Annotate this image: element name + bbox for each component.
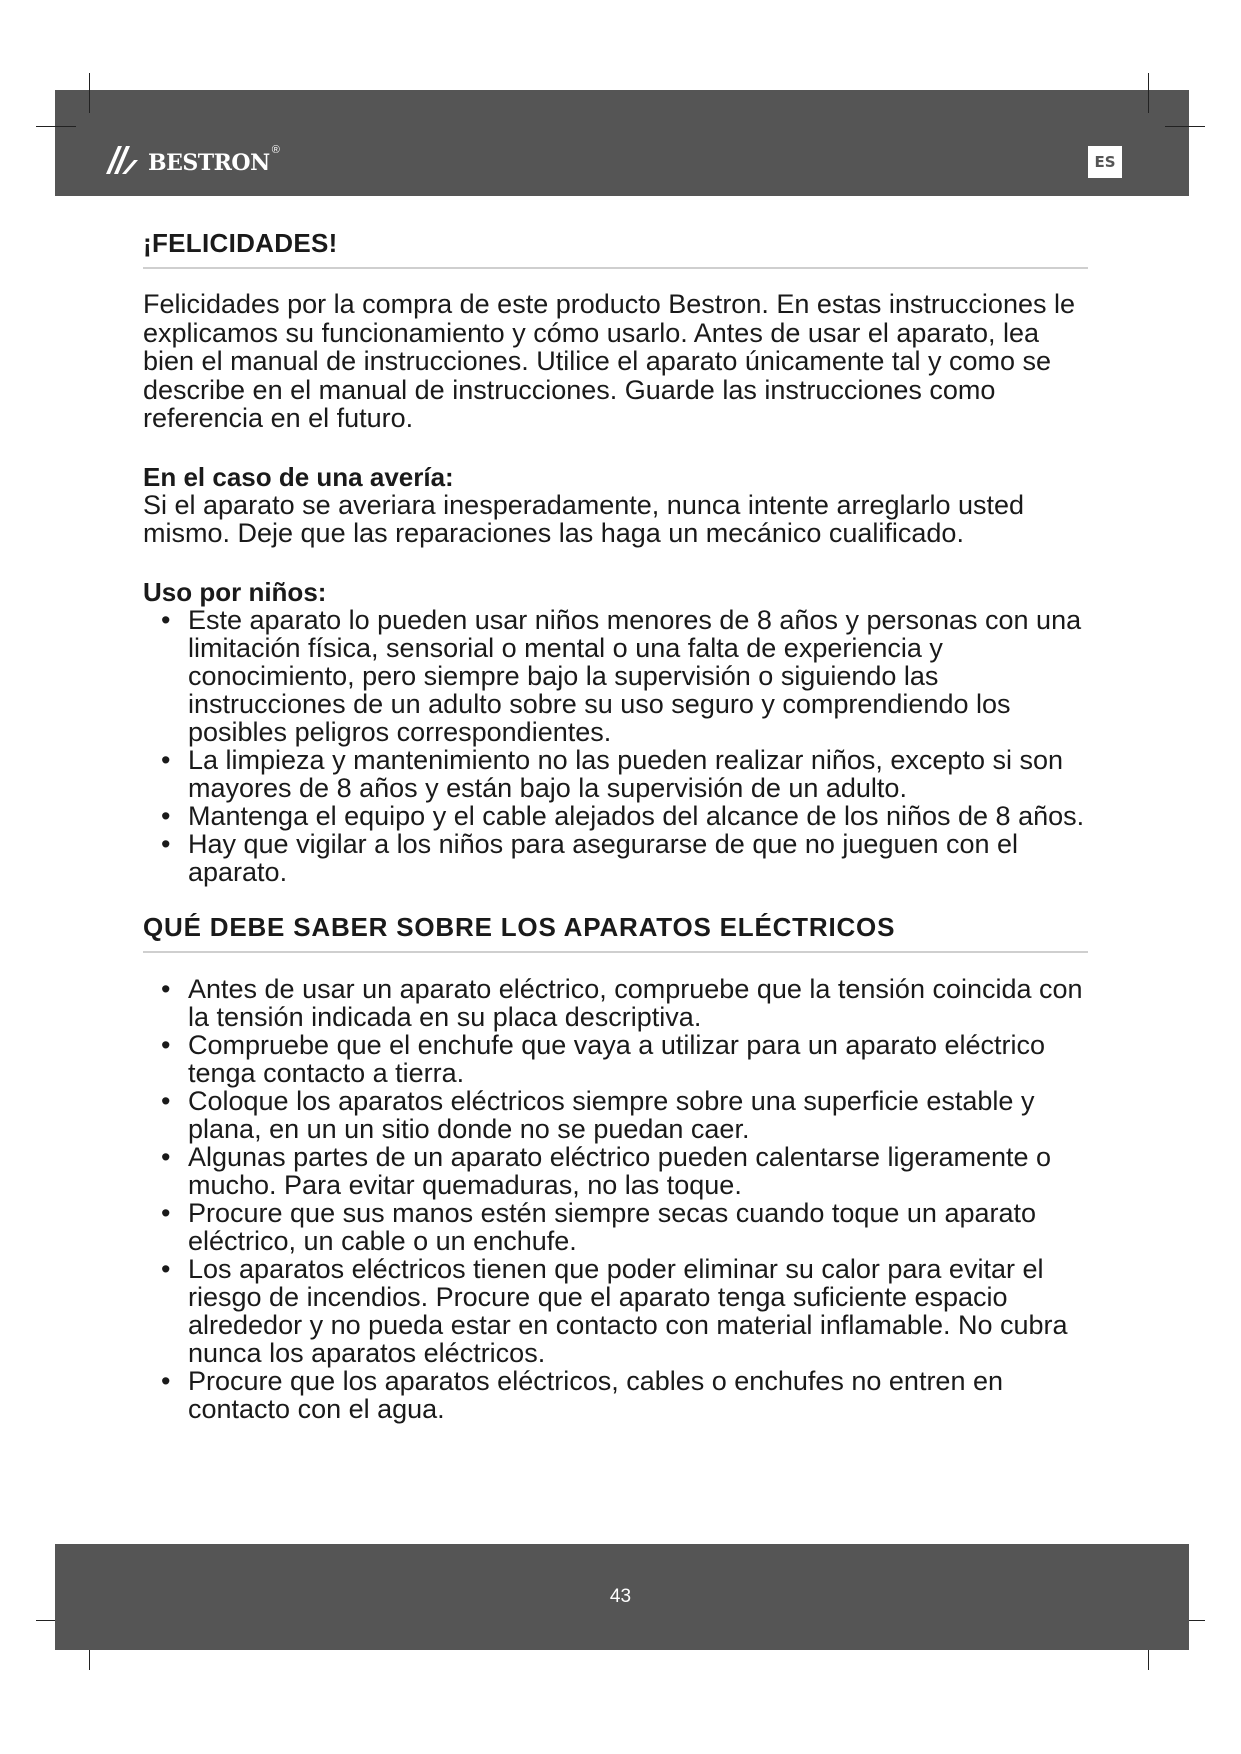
list-item: • Hay que vigilar a los niños para asegurarse de que no jueguen con el aparato. xyxy=(143,830,1088,886)
list-item: • Coloque los aparatos eléctricos siempre sobre una superficie estable y plana, en un un sitio donde no se puedan caer. xyxy=(143,1087,1088,1143)
language-badge: ES xyxy=(1088,146,1122,178)
registered-mark: ® xyxy=(271,144,280,156)
crop-mark xyxy=(1148,73,1149,113)
list-item: • Los aparatos eléctricos tienen que poder eliminar su calor para evitar el riesgo de incendios. Procure que el aparato tenga suficiente espacio alrededor y no pueda estar en contacto con material inflamable. No cubra nunca los aparatos eléctricos. xyxy=(143,1255,1088,1367)
list-item: • La limpieza y mantenimiento no las pueden realizar niños, excepto si son mayores de 8 años y están bajo la supervisión de un adulto. xyxy=(143,746,1088,802)
crop-mark xyxy=(1165,126,1205,127)
list-item: • Procure que sus manos estén siempre secas cuando toque un aparato eléctrico, un cable o un enchufe. xyxy=(143,1199,1088,1255)
list-item: • Procure que los aparatos eléctricos, cables o enchufes no entren en contacto con el agua. xyxy=(143,1367,1088,1423)
congrats-heading: ¡FELICIDADES! xyxy=(143,228,1088,269)
list-item: • Algunas partes de un aparato eléctrico pueden calentarse ligeramente o mucho. Para evitar quemaduras, no las toque. xyxy=(143,1143,1088,1199)
crop-mark xyxy=(89,73,90,113)
brand-name: bestron xyxy=(148,142,270,178)
fault-heading: En el caso de una avería: xyxy=(143,461,454,492)
children-heading: Uso por niños: xyxy=(143,576,327,607)
crop-mark xyxy=(36,126,76,127)
electrical-heading: QUÉ DEBE SABER SOBRE LOS APARATOS ELÉCTRICOS xyxy=(143,912,1088,953)
congrats-paragraph: Felicidades por la compra de este producto Bestron. En estas instrucciones le explicamos su funcionamiento y cómo usarlo. Antes de usar el aparato, lea bien el manual de instrucciones. Utilice el aparato únicamente tal y como se describe en el manual de instrucciones. Guarde las instrucciones como referencia en el futuro. xyxy=(143,289,1075,433)
electrical-list xyxy=(143,975,1088,1423)
page-content xyxy=(143,228,1088,1423)
fault-paragraph: Si el aparato se averiara inesperadamente, nunca intente arreglarlo usted mismo. Deje que las reparaciones las haga un mecánico cualificado. xyxy=(143,489,1025,548)
list-item: • Este aparato lo pueden usar niños menores de 8 años y personas con una limitación física, sensorial o mental o una falta de experiencia y conocimiento, pero siempre bajo la supervisión o siguiendo las instrucciones de un adulto sobre su uso seguro y comprendiendo los posibles peligros correspondientes. xyxy=(143,606,1088,746)
double-chevron-icon xyxy=(104,142,140,178)
page-number: 43 xyxy=(609,1586,632,1607)
children-list xyxy=(143,606,1088,886)
brand-logo xyxy=(104,138,280,182)
list-item: • Antes de usar un aparato eléctrico, compruebe que la tensión coincida con la tensión indicada en su placa descriptiva. xyxy=(143,975,1088,1031)
list-item: • Compruebe que el enchufe que vaya a utilizar para un aparato eléctrico tenga contacto a tierra. xyxy=(143,1031,1088,1087)
list-item: • Mantenga el equipo y el cable alejados del alcance de los niños de 8 años. xyxy=(143,802,1088,830)
